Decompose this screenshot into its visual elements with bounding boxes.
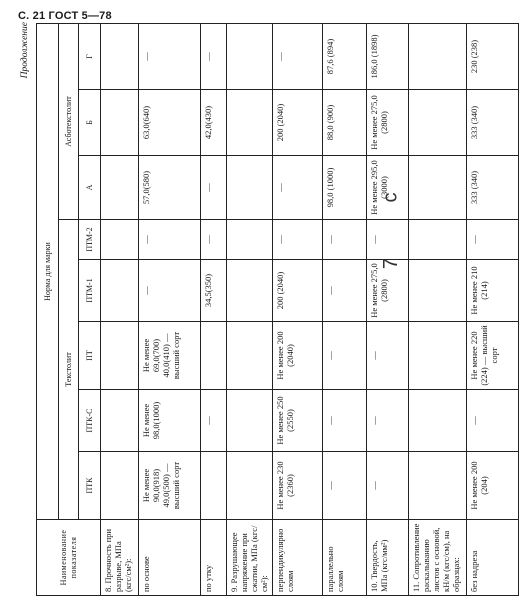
table-cell: Не менее 200 (204) [467,452,519,520]
table-cell: — [323,452,367,520]
table-cell: — [201,390,227,452]
table-cell [101,156,139,220]
table-cell [227,260,273,322]
table-cell [227,452,273,520]
row-label: 10. Твердость, МПа (кгс/мм²) [367,520,409,596]
table-cell: 333 (340) [467,90,519,156]
table-cell: — [323,322,367,390]
table-cell [227,220,273,260]
table-cell: Не менее 220 (224) — высший сорт [467,322,519,390]
table-row [367,24,409,596]
table-cell: Не менее 275,0 (2800) [367,260,409,322]
group-textolite: Текстолит [59,220,79,520]
table-cell: — [139,220,201,260]
table-cell: — [273,24,323,90]
table-row [201,24,227,596]
table-cell: — [367,452,409,520]
table-row [273,24,323,596]
table-cell: Не менее 210 (214) [467,260,519,322]
table-cell [101,322,139,390]
table-cell: — [323,260,367,322]
table-cell: 186,0 (1898) [367,24,409,90]
row-label: перпендикулярно слоям [273,520,323,596]
table-cell [101,390,139,452]
page-header: С. 21 ГОСТ 5—78 [18,10,112,22]
table-cell: 57,0(580) [139,156,201,220]
col-header: Б [79,90,101,156]
table-row [101,24,139,596]
col-header: А [79,156,101,220]
table-row [467,24,519,596]
col-name-header: Наименование показателя [37,520,101,596]
table-cell [201,322,227,390]
row-label: параллельно слоям [323,520,367,596]
table-cell: — [367,322,409,390]
table-cell [101,24,139,90]
table-cell [409,24,467,90]
rotated-table-page [14,0,500,614]
table-cell [227,390,273,452]
table-cell: 88,0 (900) [323,90,367,156]
norms-table [36,23,519,596]
row-label: 9. Разрушающее напряжение при сжатии, МПа (кгс/см²): [227,520,273,596]
table-cell: — [273,156,323,220]
table-cell [227,24,273,90]
table-cell: Не менее 295,0 (3000) [367,156,409,220]
table-cell [101,260,139,322]
table-cell: 200 (2040) [273,260,323,322]
table-cell: — [201,156,227,220]
table-cell [409,452,467,520]
margin-mark: 7 [380,257,403,270]
table-cell: 87,6 (894) [323,24,367,90]
margin-mark: с [379,192,402,203]
table-cell: Не менее 250 (2550) [273,390,323,452]
col-header: Г [79,24,101,90]
table-cell: — [323,390,367,452]
norm-header: Норма для марки [37,24,59,520]
table-cell: Не менее 98,0(1000) [139,390,201,452]
table-cell: — [323,220,367,260]
row-label: 11. Сопротивление раскалыванию листов с основой, кН/м (кгс/см), на образцах: [409,520,467,596]
continuation-label: Продолжение [20,22,30,79]
table-cell [409,322,467,390]
group-asbotextolite: Асботекстолит [59,24,79,220]
table-cell: — [367,220,409,260]
table-row [227,24,273,596]
table-cell: Не менее 200 (2040) [273,322,323,390]
col-header: ПТМ-1 [79,260,101,322]
table-cell: — [139,260,201,322]
table-cell: — [201,24,227,90]
table-cell [101,220,139,260]
table-cell [227,90,273,156]
table-cell: 200 (2040) [273,90,323,156]
table-cell: Не менее 230 (2360) [273,452,323,520]
table-cell: 63,0(640) [139,90,201,156]
table-cell: — [467,390,519,452]
table-cell: Не менее 275,0 (2800) [367,90,409,156]
table-cell: 230 (238) [467,24,519,90]
table-body [101,24,519,596]
table-cell: — [273,220,323,260]
table-row [409,24,467,596]
row-label: по основе [139,520,201,596]
col-header: ПТК [79,452,101,520]
table-cell [227,322,273,390]
col-header: ПТ [79,322,101,390]
row-label: 8. Прочность при разрыве, МПа (кгс/см²): [101,520,139,596]
table-cell: Не менее 90,0(918) 49,0(500) — высший сорт [139,452,201,520]
row-label: по утку [201,520,227,596]
table-cell [409,90,467,156]
table-cell: Не менее 69,0(700) 40,0(410) — высший сорт [139,322,201,390]
table-cell: 333 (340) [467,156,519,220]
table-row [139,24,201,596]
table-cell [409,260,467,322]
col-header: ПТМ-2 [79,220,101,260]
row-label: без надреза [467,520,519,596]
table-cell: — [201,220,227,260]
table-cell: 98,0 (1000) [323,156,367,220]
table-cell: — [467,220,519,260]
table-cell [409,220,467,260]
table-cell: — [367,390,409,452]
col-header: ПТК-С [79,390,101,452]
table-cell [201,452,227,520]
table-cell: 42,0(430) [201,90,227,156]
table-cell [409,156,467,220]
table-cell: 34,5(350) [201,260,227,322]
table-cell [101,452,139,520]
table-cell [409,390,467,452]
table-cell: — [139,24,201,90]
table-row [323,24,367,596]
table-cell [227,156,273,220]
table-cell [101,90,139,156]
